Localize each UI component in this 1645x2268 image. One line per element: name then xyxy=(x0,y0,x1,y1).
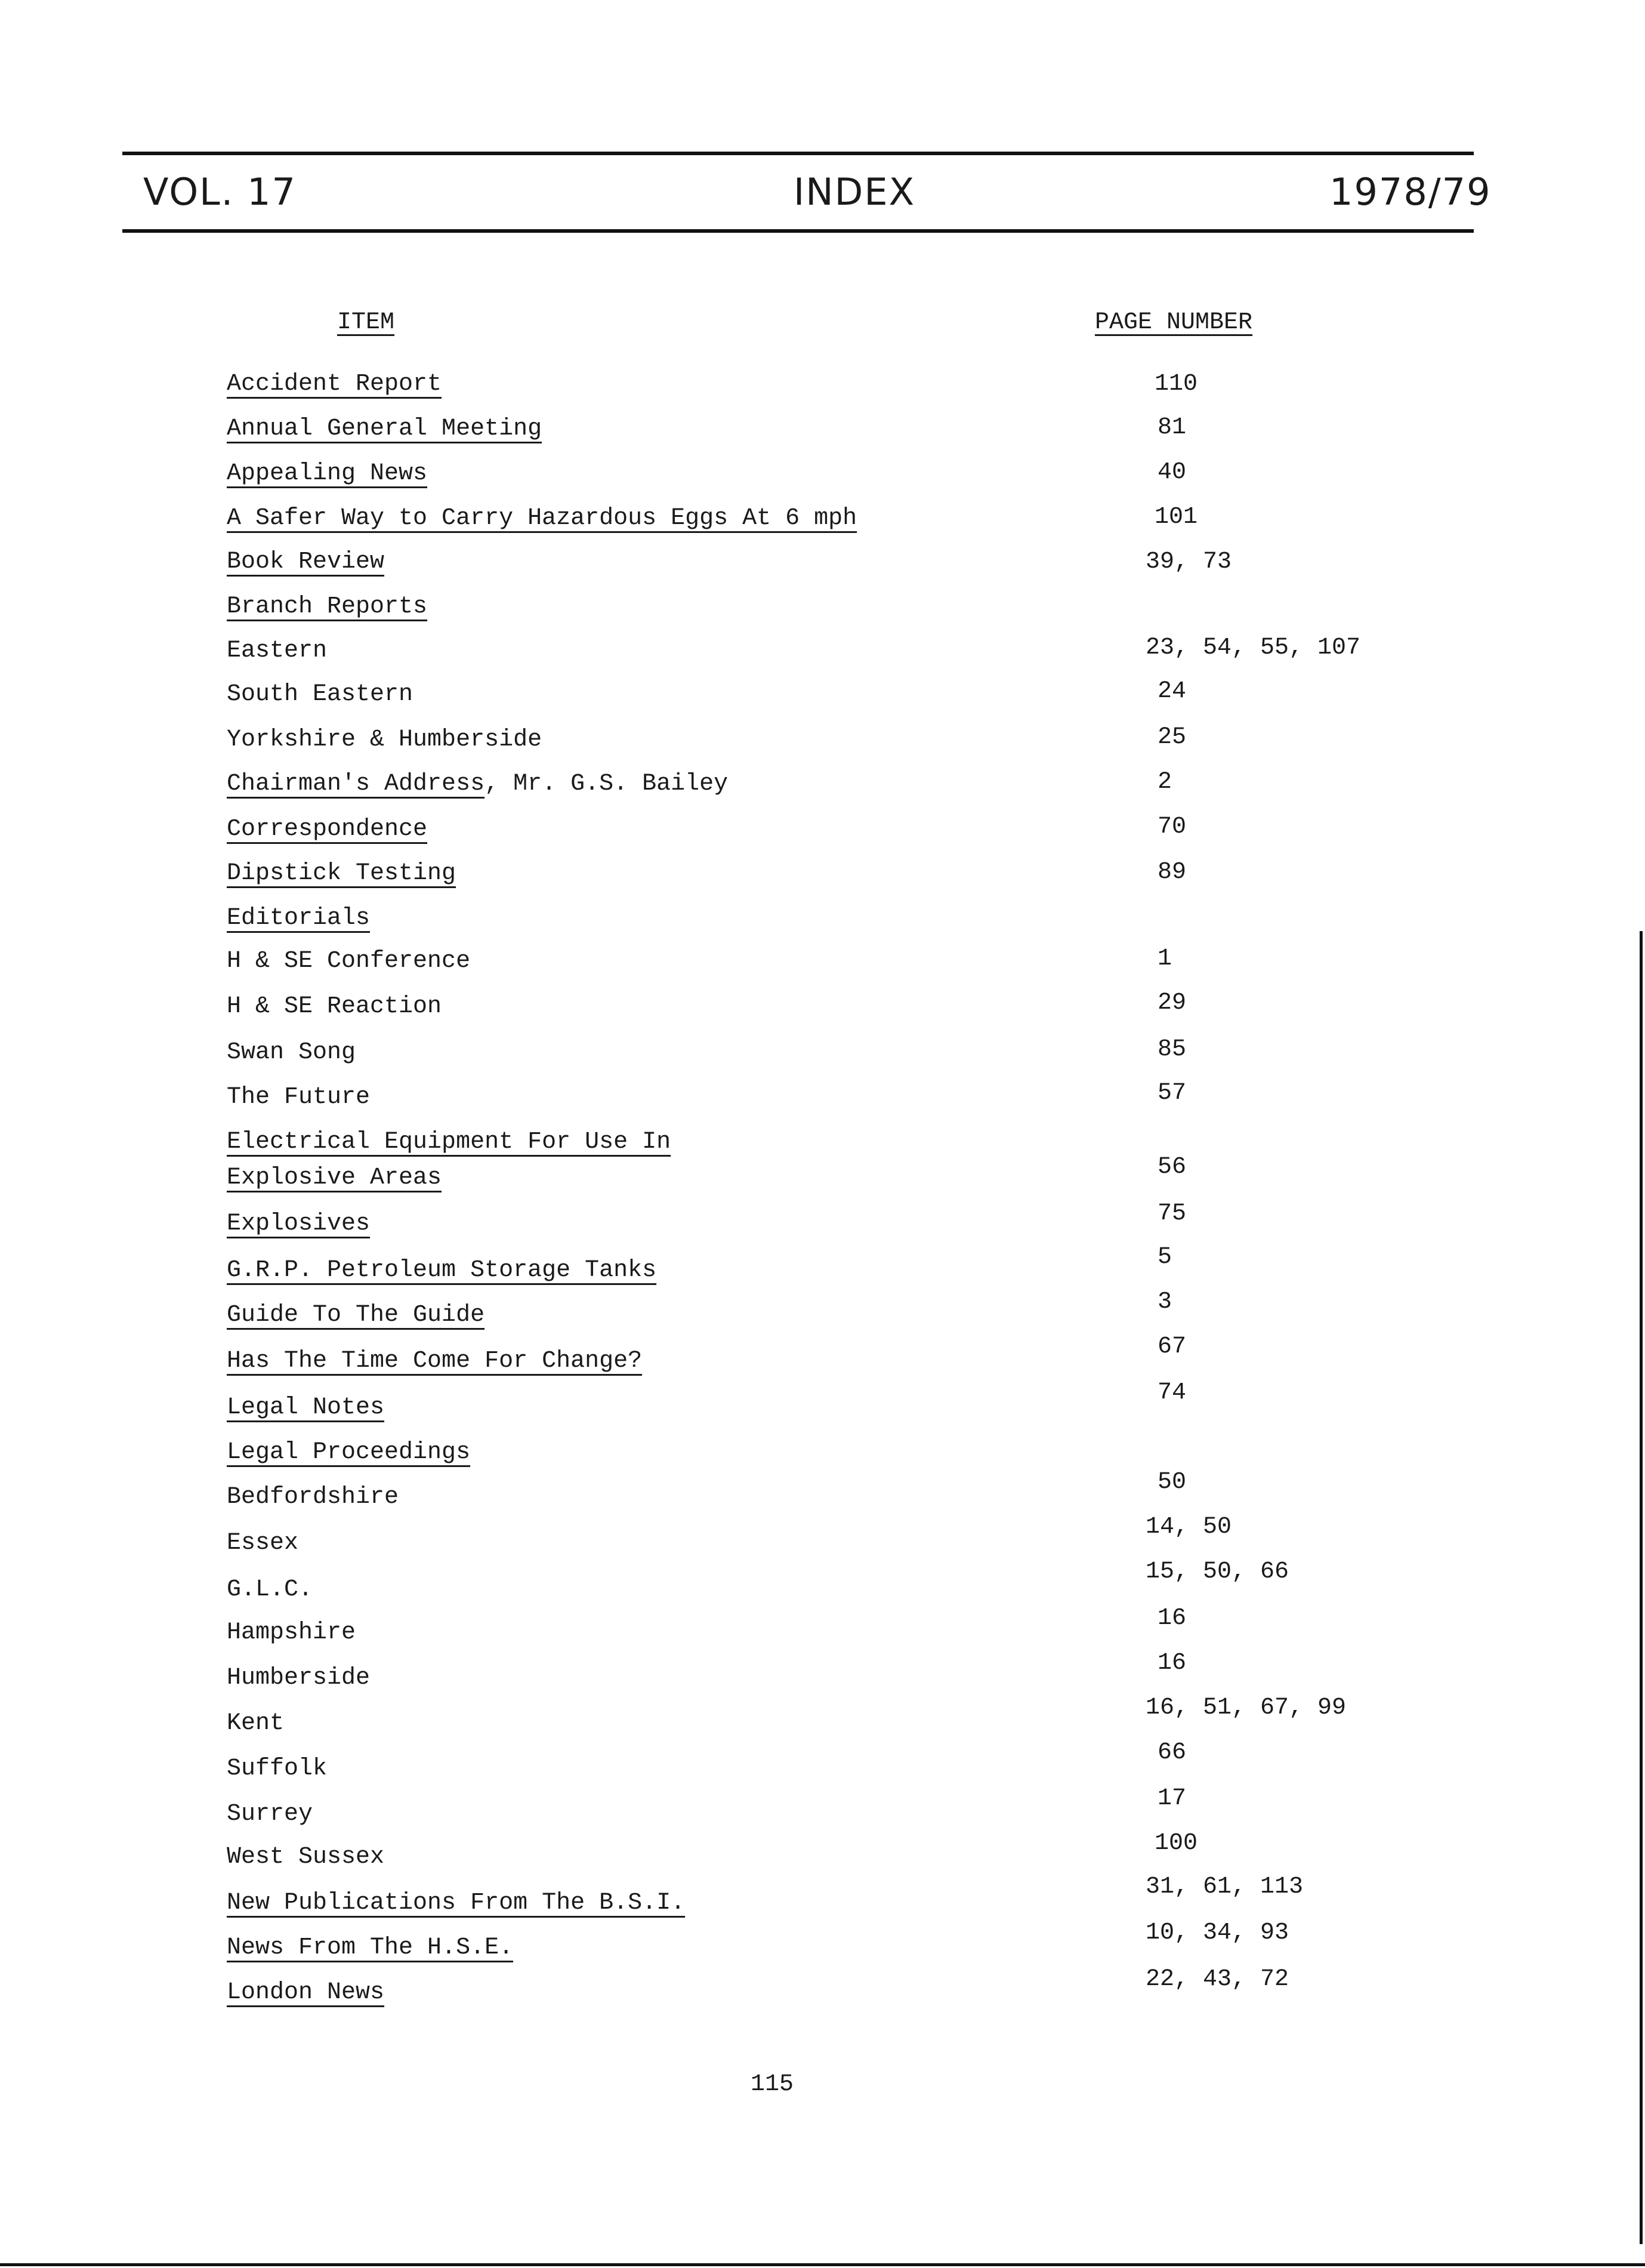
index-entry-item xyxy=(227,1664,370,1693)
index-entry-item xyxy=(227,1347,642,1376)
index-entry-title: The Future xyxy=(227,1084,371,1111)
index-entry-pages: 56 xyxy=(1158,1154,1187,1181)
index-entry-pages: 14, 50 xyxy=(1146,1514,1232,1540)
index-entry-title: News From The H.S.E. xyxy=(227,1934,514,1961)
index-entry-item xyxy=(227,1256,656,1285)
index-entry-title: Annual General Meeting xyxy=(227,415,542,442)
index-entry-item xyxy=(227,859,456,888)
index-entry-title: Explosives xyxy=(227,1210,371,1237)
index-entry-title: Eastern xyxy=(227,637,328,664)
index-entry-title: Kent xyxy=(227,1710,285,1737)
index-entry-pages: 2 xyxy=(1158,769,1172,796)
index-entry-title: Yorkshire & Humberside xyxy=(227,726,542,753)
index-entry-item xyxy=(227,1164,442,1192)
page-folio: 115 xyxy=(751,2071,794,2098)
index-entry-item xyxy=(227,504,857,533)
index-entry-item xyxy=(227,1128,671,1157)
index-entry-item xyxy=(227,415,542,443)
index-entry-title: New Publications From The B.S.I. xyxy=(227,1890,686,1916)
index-entry-pages: 85 xyxy=(1158,1036,1187,1063)
index-entry-title: Dipstick Testing xyxy=(227,860,456,887)
index-entry-item xyxy=(227,1483,399,1512)
index-entry-title: H & SE Reaction xyxy=(227,993,442,1020)
index-entry-pages: 74 xyxy=(1158,1379,1187,1406)
index-entry-pages: 81 xyxy=(1158,414,1187,441)
index-entry-pages: 67 xyxy=(1158,1333,1187,1360)
index-entry-pages: 1 xyxy=(1158,945,1172,972)
index-entry-pages: 15, 50, 66 xyxy=(1146,1558,1289,1585)
index-entry-item xyxy=(227,726,542,754)
index-entry-title: Correspondence xyxy=(227,816,428,843)
index-entry-item xyxy=(227,460,427,488)
index-entry-item xyxy=(227,1800,313,1829)
index-entry-pages: 25 xyxy=(1158,724,1187,751)
index-entry-item xyxy=(227,1889,685,1918)
index-entry-pages: 110 xyxy=(1155,371,1198,397)
index-entry-title: West Sussex xyxy=(227,1844,385,1871)
index-entry-title: Legal Notes xyxy=(227,1394,385,1421)
index-entry-pages: 5 xyxy=(1158,1244,1172,1271)
index-entry-pages: 100 xyxy=(1155,1830,1198,1857)
index-entry-item xyxy=(227,904,370,933)
index-entry-title: Bedfordshire xyxy=(227,1484,399,1511)
index-entry-pages: 40 xyxy=(1158,459,1187,486)
index-entry-item xyxy=(227,1438,470,1467)
index-entry-title: Electrical Equipment For Use In xyxy=(227,1129,671,1155)
index-entry-pages: 16 xyxy=(1158,1650,1187,1677)
index-entry-pages: 50 xyxy=(1158,1469,1187,1496)
index-entry-title: Swan Song xyxy=(227,1039,356,1066)
index-entry-item xyxy=(227,1755,327,1783)
index-entry-title: Surrey xyxy=(227,1801,313,1828)
index-entry-pages: 23, 54, 55, 107 xyxy=(1146,634,1361,661)
index-entry-item xyxy=(227,1210,370,1238)
year-label: 1978/79 xyxy=(1329,170,1492,214)
index-entry-title: Appealing News xyxy=(227,460,428,487)
index-entry-title: Book Review xyxy=(227,548,385,575)
index-entry-item xyxy=(227,637,327,665)
item-column-header: ITEM xyxy=(337,309,395,336)
index-entry-item xyxy=(227,1529,298,1558)
index-entry-title: Editorials xyxy=(227,905,371,932)
index-entry-title: Essex xyxy=(227,1530,299,1557)
index-entry-item xyxy=(227,1083,370,1112)
index-entry-pages: 17 xyxy=(1158,1785,1187,1812)
index-entry-item xyxy=(227,1394,384,1422)
index-entry-title: Legal Proceedings xyxy=(227,1439,471,1466)
scan-edge-mark xyxy=(1640,931,1643,2244)
scan-edge-mark-bottom xyxy=(0,2263,1645,2266)
index-entry-pages: 22, 43, 72 xyxy=(1146,1966,1289,1993)
index-entry-item xyxy=(227,1039,356,1067)
index-entry-pages: 24 xyxy=(1158,678,1187,705)
index-entry-pages: 89 xyxy=(1158,859,1187,886)
index-entry-item xyxy=(227,1619,356,1647)
index-entry-item xyxy=(227,548,384,577)
index-entry-pages: 101 xyxy=(1155,504,1198,531)
index-entry-title: Chairman's Address xyxy=(227,771,485,797)
index-entry-title: Hampshire xyxy=(227,1619,356,1646)
index-entry-pages: 16, 51, 67, 99 xyxy=(1146,1694,1347,1721)
index-entry-title: Humberside xyxy=(227,1665,371,1691)
index-entry-pages: 57 xyxy=(1158,1080,1187,1107)
index-entry-subtitle: , Mr. G.S. Bailey xyxy=(484,771,729,797)
index-entry-item xyxy=(227,593,427,621)
index-entry-pages: 29 xyxy=(1158,990,1187,1016)
index-entry-item xyxy=(227,1934,513,1962)
index-entry-title: Has The Time Come For Change? xyxy=(227,1348,643,1375)
index-entry-title: London News xyxy=(227,1979,385,2006)
index-entry-item xyxy=(227,770,728,799)
index-entry-title: Suffolk xyxy=(227,1755,328,1782)
index-entry-item xyxy=(227,1576,313,1604)
index-entry-pages: 75 xyxy=(1158,1200,1187,1227)
index-entry-item xyxy=(227,1709,284,1738)
index-entry-pages: 16 xyxy=(1158,1605,1187,1632)
index-entry-item xyxy=(227,1301,484,1330)
index-entry-item xyxy=(227,1979,384,2007)
index-entry-item xyxy=(227,680,413,709)
index-entry-item xyxy=(227,947,470,976)
index-entry-title: H & SE Conference xyxy=(227,948,471,975)
index-entry-title: Branch Reports xyxy=(227,593,428,620)
index-entry-pages: 66 xyxy=(1158,1739,1187,1766)
index-entry-pages: 39, 73 xyxy=(1146,548,1232,575)
index-entry-item xyxy=(227,993,442,1021)
index-entry-item xyxy=(227,1843,384,1872)
index-entry-item xyxy=(227,370,442,399)
page-title: INDEX xyxy=(794,170,916,214)
volume-label: VOL. 17 xyxy=(143,170,297,214)
index-entry-title: Accident Report xyxy=(227,371,442,397)
index-entry-title: G.R.P. Petroleum Storage Tanks xyxy=(227,1257,657,1284)
index-entry-title: South Eastern xyxy=(227,681,413,708)
index-entry-item xyxy=(227,815,427,844)
index-entry-title: A Safer Way to Carry Hazardous Eggs At 6 mph xyxy=(227,505,857,532)
index-entry-pages: 70 xyxy=(1158,813,1187,840)
page-number-column-header: PAGE NUMBER xyxy=(1095,309,1253,336)
index-entry-pages: 3 xyxy=(1158,1289,1172,1315)
index-entry-pages: 10, 34, 93 xyxy=(1146,1919,1289,1946)
index-entry-title: Explosive Areas xyxy=(227,1164,442,1191)
index-entry-title: G.L.C. xyxy=(227,1576,313,1603)
index-entry-title: Guide To The Guide xyxy=(227,1302,485,1329)
index-entry-pages: 31, 61, 113 xyxy=(1146,1873,1304,1900)
